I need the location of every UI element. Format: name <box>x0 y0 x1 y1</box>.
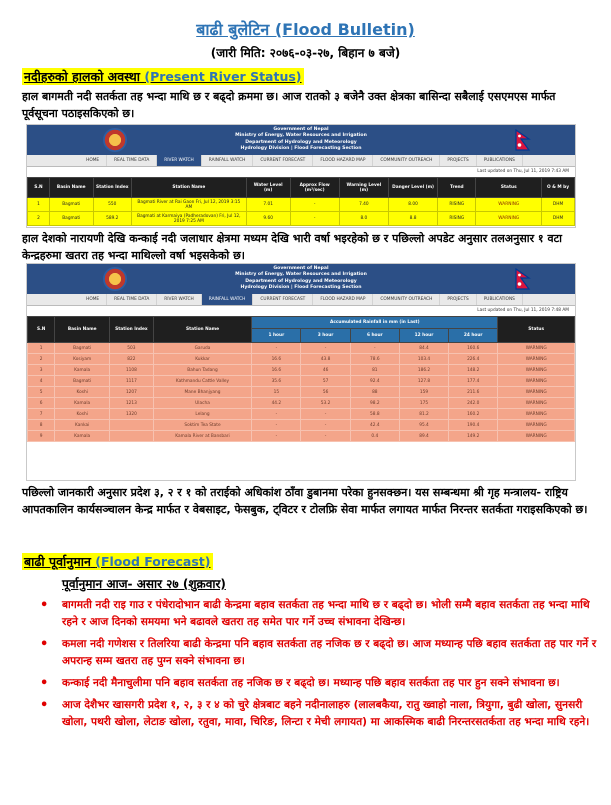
present-status-heading <box>22 68 304 85</box>
table-cell: WARNING <box>498 387 575 398</box>
col-header: O & M by <box>542 178 575 198</box>
table-cell: 211.6 <box>449 387 498 398</box>
rainfall-watch-screenshot <box>26 263 576 481</box>
nav-rainfall-watch[interactable]: RAINFALL WATCH <box>202 294 254 305</box>
table-cell: 95.4 <box>399 420 448 431</box>
table-cell: 4 <box>28 376 55 387</box>
col-header: Warning Level (m) <box>339 178 388 198</box>
table-cell: DHM <box>542 212 575 226</box>
present-status-heading-en: (Present River Status) <box>144 69 302 84</box>
table-cell: 8 <box>28 420 55 431</box>
nav-home[interactable]: HOME <box>79 294 107 305</box>
table-row <box>28 431 575 442</box>
col-header: Basin Name <box>49 178 93 198</box>
col-header: 1 hour <box>252 329 301 343</box>
table-row <box>28 376 575 387</box>
table-cell: 175 <box>399 398 448 409</box>
table-cell: 2 <box>28 354 55 365</box>
table-cell: Bagmati at Karmaiya (Padheradovan) Fri, Jul 12, 2019 7:25 AM <box>131 212 246 226</box>
bulletin-title: बाढी बुलेटिन (Flood Bulletin) <box>196 20 415 39</box>
table-cell: 8.0 <box>339 212 388 226</box>
last-updated: Last updated on Thu, Jul 11, 2019 7:48 AM <box>477 308 569 313</box>
table-row <box>28 354 575 365</box>
table-cell: Lelang <box>153 409 251 420</box>
table-cell: Kamala <box>55 431 110 442</box>
rainfall-table <box>27 316 575 442</box>
table-cell: 822 <box>110 354 154 365</box>
col-header: 6 hour <box>350 329 399 343</box>
col-header: Trend <box>438 178 476 198</box>
table-cell: - <box>301 409 350 420</box>
table-cell: 160.2 <box>449 409 498 420</box>
issue-date: (जारी मिति: २०७६-०३-२७, बिहान ७ बजे) <box>210 46 401 60</box>
table-row <box>28 212 575 226</box>
nav-publications[interactable]: PUBLICATIONS <box>477 294 523 305</box>
nepal-flag-icon <box>515 129 531 151</box>
table-cell: Bagmati River at Rai Gaon Fri, Jul 12, 2019 3:15 AM <box>131 198 246 212</box>
gov-line: Hydrology Division | Flood Forecasting Section <box>240 145 362 151</box>
forecast-item: • कन्काई नदी मैनाचुलीमा पनि बहाव सतर्कता तह नजिक छ र बढ्दो छ। मध्यान्ह पछि बहाव सतर्कता तह पार हुन सक्ने संभावना छ। <box>38 675 598 692</box>
gov-lines <box>27 127 575 152</box>
table-cell: 177.4 <box>449 376 498 387</box>
table-cell <box>110 431 154 442</box>
nav-projects[interactable]: PROJECTS <box>440 155 476 166</box>
site-header <box>27 125 575 155</box>
col-header: S.N <box>28 178 50 198</box>
table-cell: 16.6 <box>252 354 301 365</box>
table-cell: WARNING <box>498 343 575 354</box>
nav-rainfall-watch[interactable]: RAINFALL WATCH <box>202 155 254 166</box>
col-header: Station Name <box>153 317 251 343</box>
table-cell: Kankai <box>55 420 110 431</box>
table-cell: DHM <box>542 198 575 212</box>
site-nav <box>27 155 575 167</box>
table-cell: 1 <box>28 343 55 354</box>
table-row <box>28 198 575 212</box>
table-cell: Kathmandu Cattle Valley <box>153 376 251 387</box>
table-cell: 149.2 <box>449 431 498 442</box>
nav-flood-hazard[interactable]: FLOOD HAZARD MAP <box>313 155 373 166</box>
rain-rows <box>28 343 575 442</box>
nav-real-time[interactable]: REAL TIME DATA <box>107 155 157 166</box>
table-cell: Kamala River at Bansbari <box>153 431 251 442</box>
table-cell: 9 <box>28 431 55 442</box>
table-cell: Bahun Tadang <box>153 365 251 376</box>
table-row <box>28 420 575 431</box>
table-cell: Koshi <box>55 409 110 420</box>
col-header: S.N <box>28 317 55 343</box>
present-status-paragraph-1: हाल बागमती नदी सतर्कता तह भन्दा माथि छ र बढ्दो क्रममा छ। आज रातको ३ बजेनै उक्त क्षेत्रका बासिन्दा सबैलाई एसएमएस मार्फत पूर्वसूचना पठाइसकिएको छ। <box>22 90 556 120</box>
table-cell: Garuda <box>153 343 251 354</box>
table-cell: 148.2 <box>449 365 498 376</box>
table-cell: 56 <box>301 387 350 398</box>
table-cell: 9.60 <box>246 212 290 226</box>
table-cell: - <box>252 409 301 420</box>
river-status-table <box>27 177 575 226</box>
table-cell: 1108 <box>110 365 154 376</box>
table-cell: - <box>350 343 399 354</box>
table-cell: 226.4 <box>449 354 498 365</box>
nav-real-time[interactable]: REAL TIME DATA <box>107 294 157 305</box>
table-cell: 1320 <box>110 409 154 420</box>
nav-community[interactable]: COMMUNITY OUTREACH <box>373 294 440 305</box>
table-cell: 6 <box>28 398 55 409</box>
table-cell: 78.6 <box>350 354 399 365</box>
table-cell: Kamala <box>55 365 110 376</box>
col-header: 24 hour <box>449 329 498 343</box>
table-cell: 2 <box>28 212 50 226</box>
table-cell: WARNING <box>498 409 575 420</box>
table-cell: Bagmati <box>49 212 93 226</box>
table-cell: 589.2 <box>93 212 131 226</box>
col-header: Status <box>498 317 575 343</box>
table-cell: Bagmati <box>55 343 110 354</box>
table-cell: 159 <box>399 387 448 398</box>
table-cell: WARNING <box>498 376 575 387</box>
table-header-row <box>28 317 575 329</box>
table-cell: WARNING <box>498 365 575 376</box>
flood-forecast-heading-en: (Flood Forecast) <box>95 554 211 569</box>
table-cell: 53.2 <box>301 398 350 409</box>
gov-lines <box>27 266 575 291</box>
table-cell: WARNING <box>498 420 575 431</box>
present-status-heading-np: नदीहरुको हालको अवस्था <box>24 69 140 84</box>
nav-publications[interactable]: PUBLICATIONS <box>477 155 523 166</box>
table-cell: 190.4 <box>449 420 498 431</box>
table-cell: 81.2 <box>399 409 448 420</box>
table-cell: Mane Bhanjyang <box>153 387 251 398</box>
table-cell: - <box>301 431 350 442</box>
table-cell: 84.4 <box>399 343 448 354</box>
gov-line: Government of Nepal <box>273 127 329 132</box>
col-header: Station Name <box>131 178 246 198</box>
table-cell: WARNING <box>476 212 542 226</box>
gov-line: Department of Hydrology and Meteorology <box>245 278 357 284</box>
forecast-item: • आज देशैभर खासगरी प्रदेश १, २, ३ र ४ को चुरे क्षेत्रबाट बहने नदीनालाहरु (लालबकैया, रातु ख्वाहो नाला, त्रियुगा, बुढी खोला, सुनसरी खोला, पथरी खोला, लेटाङ खोला, रतुवा, मावा, चिरिङ, लिन्टा र मेची लगायत) मा आकस्मिक बाढी निरन्तरसतर्कता तह भन्दा माथि रहने। <box>38 697 598 731</box>
table-cell: WARNING <box>498 354 575 365</box>
river-watch-screenshot <box>26 124 576 228</box>
table-cell: 127.8 <box>399 376 448 387</box>
table-cell: 88 <box>350 387 399 398</box>
table-cell: WARNING <box>498 431 575 442</box>
table-row <box>28 343 575 354</box>
table-cell: 81 <box>350 365 399 376</box>
table-row <box>28 387 575 398</box>
table-cell: 46 <box>301 365 350 376</box>
table-cell: 1207 <box>110 387 154 398</box>
table-cell: 35.6 <box>252 376 301 387</box>
table-cell: 92.4 <box>350 376 399 387</box>
col-header: Approx Flow (m³/sec) <box>290 178 339 198</box>
forecast-date: पूर्वानुमान आज- असार २७ (शुक्रवार) <box>62 577 226 591</box>
table-cell: - <box>252 431 301 442</box>
nav-current-forecast[interactable]: CURRENT FORECAST <box>253 294 313 305</box>
table-cell: Kosiyam <box>55 354 110 365</box>
table-cell: RISING <box>438 198 476 212</box>
table-cell: 7 <box>28 409 55 420</box>
site-nav <box>27 294 575 306</box>
forecast-list <box>38 597 598 736</box>
nav-projects[interactable]: PROJECTS <box>440 294 476 305</box>
table-cell: 16.6 <box>252 365 301 376</box>
nav-flood-hazard[interactable]: FLOOD HAZARD MAP <box>313 294 373 305</box>
table-cell: Kamala <box>55 398 110 409</box>
river-rows <box>28 198 575 226</box>
last-updated: Last updated on Thu, Jul 11, 2019 7:43 AM <box>477 169 569 174</box>
table-cell: Soktim Tea State <box>153 420 251 431</box>
nav-community[interactable]: COMMUNITY OUTREACH <box>373 155 440 166</box>
table-cell: 160.6 <box>449 343 498 354</box>
table-cell: - <box>252 420 301 431</box>
table-cell <box>110 420 154 431</box>
table-cell: 3 <box>28 365 55 376</box>
table-cell: 42.4 <box>350 420 399 431</box>
nepal-flag-icon <box>515 268 531 290</box>
table-cell: 8.8 <box>388 212 437 226</box>
table-cell: 1 <box>28 198 50 212</box>
nav-river-watch[interactable]: RIVER WATCH <box>157 155 201 166</box>
table-cell: Bagmati <box>55 376 110 387</box>
table-row <box>28 365 575 376</box>
table-cell: 1213 <box>110 398 154 409</box>
table-cell: Ulacha <box>153 398 251 409</box>
table-cell: - <box>301 343 350 354</box>
col-header: Station Index <box>93 178 131 198</box>
table-cell: 7.01 <box>246 198 290 212</box>
table-cell: 5 <box>28 387 55 398</box>
forecast-item: • कमला नदी गणेशस र तिलरिया बाढी केन्द्रमा पनि बहाव सतर्कता तह नजिक छ र बढ्दो छ। आज मध्यान्ह पछि बहाव सतर्कता तह पार गर्ने र अपरान्ह सम्म खतरा तह पुग्न सक्ने संभावना छ। <box>38 636 598 670</box>
table-cell: 186.2 <box>399 365 448 376</box>
table-cell: 98.2 <box>350 398 399 409</box>
col-header: Status <box>476 178 542 198</box>
table-cell: 550 <box>93 198 131 212</box>
col-header: 3 hour <box>301 329 350 343</box>
table-cell: 1117 <box>110 376 154 387</box>
table-cell: 242.0 <box>449 398 498 409</box>
table-header-row <box>28 178 575 198</box>
col-header: Basin Name <box>55 317 110 343</box>
table-cell: 0.4 <box>350 431 399 442</box>
table-row <box>28 409 575 420</box>
table-row <box>28 398 575 409</box>
table-cell: Bagmati <box>49 198 93 212</box>
table-cell: WARNING <box>498 398 575 409</box>
flood-forecast-heading <box>22 553 213 570</box>
gov-line: Ministry of Energy, Water Resources and Irrigation <box>235 272 367 278</box>
table-cell: 43.8 <box>301 354 350 365</box>
nav-current-forecast[interactable]: CURRENT FORECAST <box>253 155 313 166</box>
table-cell: - <box>301 420 350 431</box>
table-cell: 7.40 <box>339 198 388 212</box>
rainfall-group-header: Accumulated Rainfall in mm (in Last) <box>252 317 498 329</box>
table-cell: 103.4 <box>399 354 448 365</box>
nav-home[interactable]: HOME <box>79 155 107 166</box>
table-cell: - <box>252 343 301 354</box>
table-cell: RISING <box>438 212 476 226</box>
col-header: Station Index <box>110 317 154 343</box>
table-cell: - <box>290 198 339 212</box>
gov-line: Ministry of Energy, Water Resources and Irrigation <box>235 133 367 139</box>
col-header: Danger Level (m) <box>388 178 437 198</box>
flood-forecast-heading-np: बाढी पूर्वानुमान <box>24 554 91 569</box>
present-status-paragraph-3: पछिल्लो जानकारी अनुसार प्रदेश ३, २ र १ को तराईको अधिकांश ठाँवा डुबानमा परेका हुनसक्छन। यस सम्बन्धमा श्री गृह मन्त्रालय- राष्ट्रिय आपतकालिन कार्यसञ्चालन केन्द्र मार्फत र वेबसाइट, फेसबुक, ट्विटर र टोलफ्रि सेवा मार्फत लगायत मार्फत निरन्तर सतर्कता गराइसकिएको छ। <box>22 486 588 516</box>
present-status-paragraph-2: हाल देशको नारायणी देखि कन्काई नदी जलाधार क्षेत्रमा मध्यम देखि भारी वर्षा भइरहेको छ र पछिल्लो अपडेट अनुसार तलअनुसार १ वटा केन्द्रहरुमा खतरा तह भन्दा माथिल्लो वर्षा भइसकेको छ। <box>22 232 562 262</box>
table-cell: WARNING <box>476 198 542 212</box>
table-cell: 15 <box>252 387 301 398</box>
nav-river-watch[interactable]: RIVER WATCH <box>157 294 201 305</box>
gov-line: Government of Nepal <box>273 266 329 271</box>
table-cell: 58.8 <box>350 409 399 420</box>
table-cell: Koshi <box>55 387 110 398</box>
table-cell: 57 <box>301 376 350 387</box>
table-cell: - <box>290 212 339 226</box>
site-header <box>27 264 575 294</box>
table-cell: 44.2 <box>252 398 301 409</box>
table-cell: 8.00 <box>388 198 437 212</box>
col-header: 12 hour <box>399 329 448 343</box>
col-header: Water Level (m) <box>246 178 290 198</box>
gov-line: Department of Hydrology and Meteorology <box>245 139 357 145</box>
gov-line: Hydrology Division | Flood Forecasting Section <box>240 284 362 290</box>
forecast-item: • बागमती नदी राइ गाउ र पंधेरादोभान बाढी केन्द्रमा बहाव सतर्कता तह भन्दा माथि छ र बढ्दो छ। भोली सम्मै बहाव सतर्कता तह भन्दा माथि रहने र आज दिनको समयमा भने बढावले खतरा तह समेत पार गर्ने उच्च संभावना देखिन्छ। <box>38 597 598 631</box>
table-cell: 89.4 <box>399 431 448 442</box>
table-cell: 503 <box>110 343 154 354</box>
table-cell: Kukkar <box>153 354 251 365</box>
